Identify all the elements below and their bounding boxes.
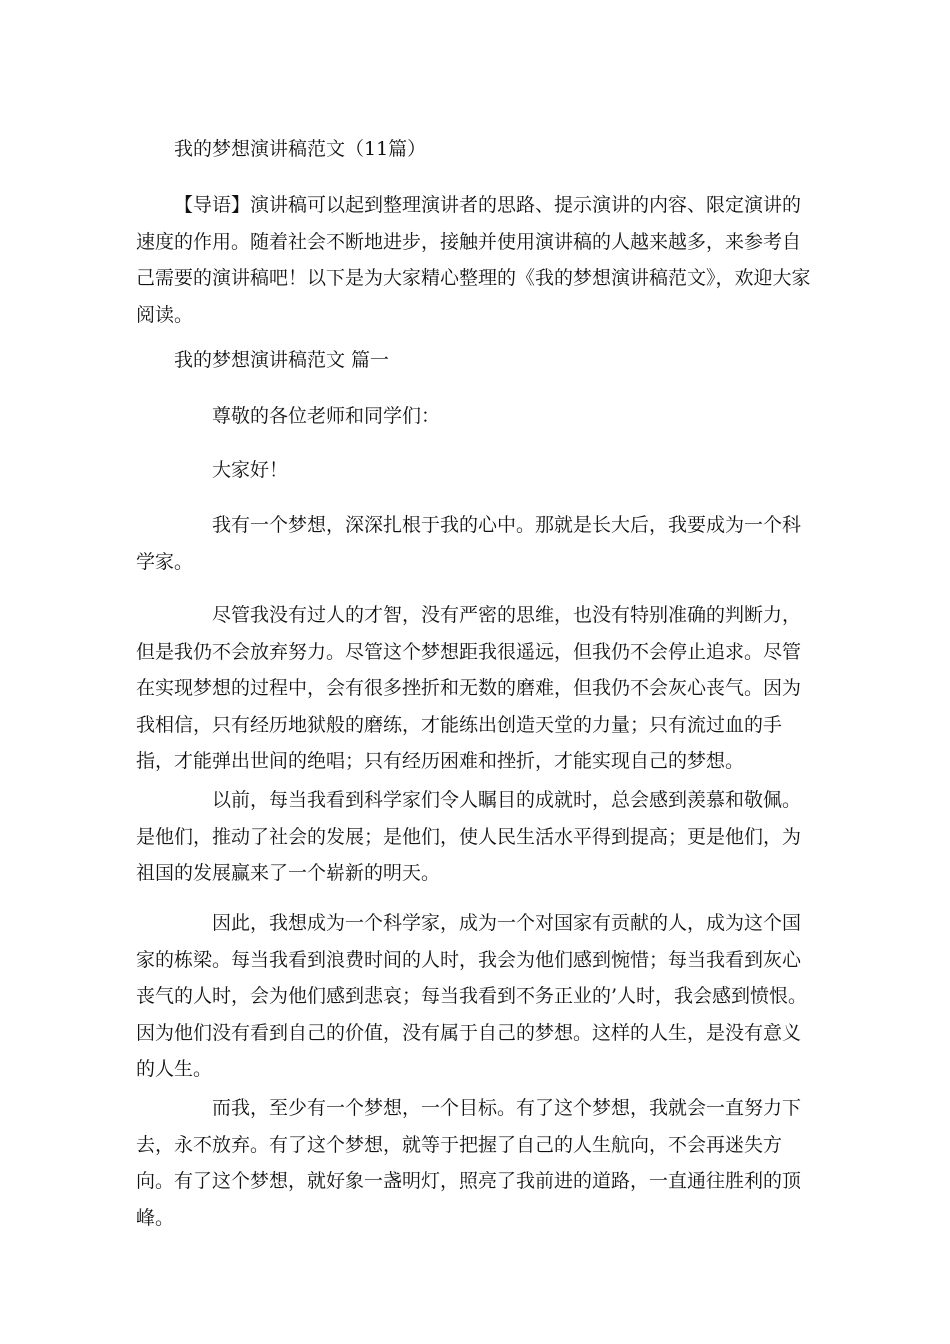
- document-title: 我的梦想演讲稿范文（11篇）: [174, 138, 427, 160]
- body-paragraph-5: 而我，至少有一个梦想，一个目标。有了这个梦想，我就会一直努力下去，永不放弃。有了这个梦想，就等于把握了自己的人生航向，不会再迷失方向。有了这个梦想，就好象一盏明灯，照亮了我前进的道路，一直通往胜利的顶峰。: [136, 1097, 802, 1229]
- intro-paragraph: 【导语】演讲稿可以起到整理演讲者的思路、提示演讲的内容、限定演讲的速度的作用。随着社会不断地进步，接触并使用演讲稿的人越来越多，来参考自己需要的演讲稿吧！以下是为大家精心整理的《我的梦想演讲稿范文》，欢迎大家阅读。: [136, 194, 811, 326]
- body-paragraph-2: 尽管我没有过人的才智，没有严密的思维，也没有特别准确的判断力，但是我仍不会放弃努力。尽管这个梦想距我很遥远，但我仍不会停止追求。尽管在实现梦想的过程中，会有很多挫折和无数的磨难，但我仍不会灰心丧气。因为我相信，只有经历地狱般的磨练，才能练出创造天堂的力量；只有流过血的手指，才能弹出世间的绝唱；只有经历困难和挫折，才能实现自己的梦想。: [136, 604, 802, 772]
- salutation: 尊敬的各位老师和同学们：: [212, 405, 441, 427]
- body-paragraph-3: 以前，每当我看到科学家们令人瞩目的成就时，总会感到羡慕和敬佩。是他们，推动了社会的发展；是他们，使人民生活水平得到提高；更是他们，为祖国的发展赢来了一个崭新的明天。: [136, 789, 802, 884]
- body-paragraph-4: 因此，我想成为一个科学家，成为一个对国家有贡献的人，成为这个国家的栋梁。每当我看到浪费时间的人时，我会为他们感到惋惜；每当我看到灰心丧气的人时，会为他们感到悲哀；每当我看到不务正业的’人时，我会感到愤恨。因为他们没有看到自己的价值，没有属于自己的梦想。这样的人生，是没有意义的人生。: [136, 912, 808, 1080]
- section-title: 我的梦想演讲稿范文 篇一: [174, 349, 390, 371]
- body-paragraph-1: 我有一个梦想，深深扎根于我的心中。那就是长大后，我要成为一个科学家。: [136, 514, 802, 573]
- greeting: 大家好！: [212, 459, 289, 481]
